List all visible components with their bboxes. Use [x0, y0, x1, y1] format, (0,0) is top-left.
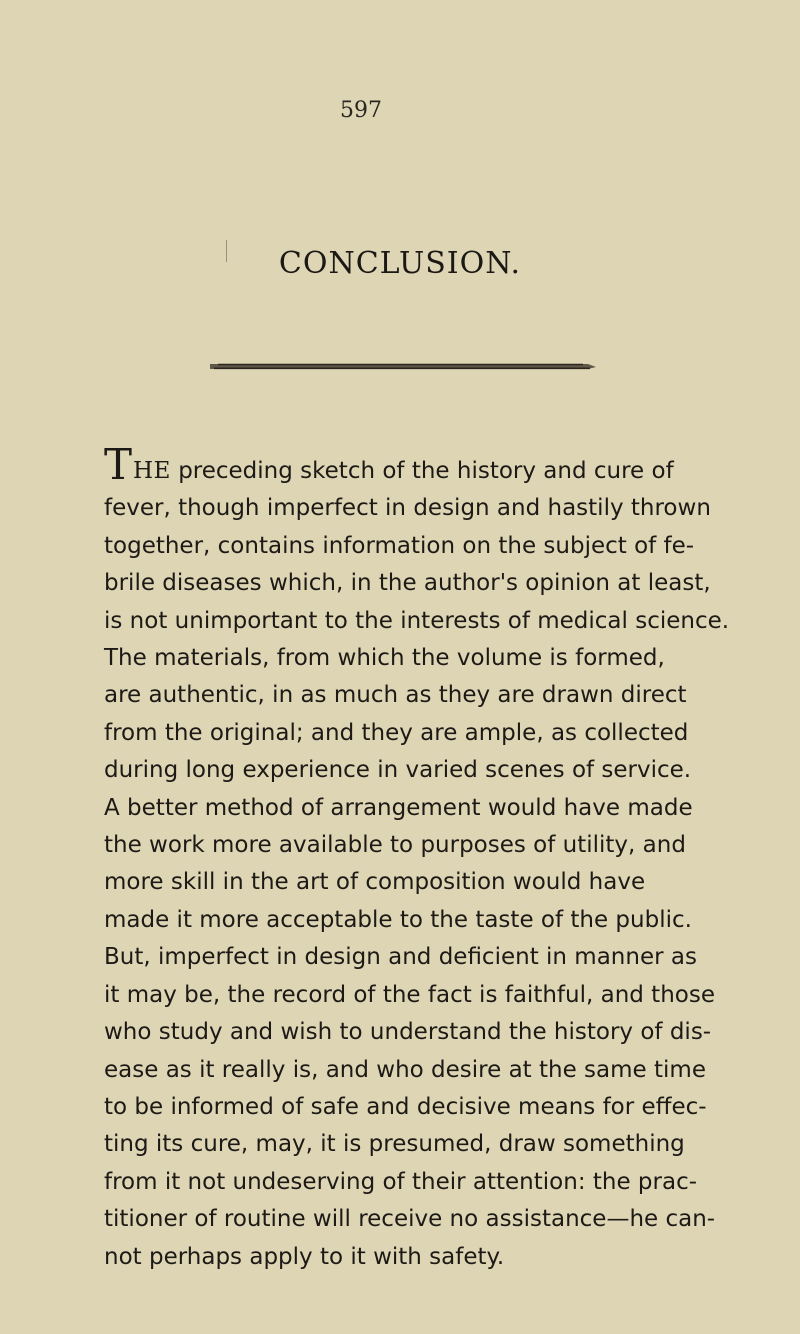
drop-cap: T: [104, 440, 133, 489]
text-line: during long experience in varied scenes of service.: [104, 757, 692, 784]
page-number: 597: [340, 98, 382, 123]
chapter-heading: CONCLUSION.: [278, 246, 522, 281]
text-line: But, imperfect in design and deficient in manner as: [104, 944, 697, 971]
text-line: titioner of routine will receive no assistance—he can-: [104, 1206, 716, 1233]
text-line: together, contains information on the subject of fe-: [104, 532, 695, 559]
text-line: The materials, from which the volume is formed,: [104, 645, 665, 672]
text-line: ease as it really is, and who desire at the same time: [104, 1056, 706, 1083]
ornamental-rule: [208, 360, 598, 372]
text-line: are authentic, in as much as they are drawn direct: [104, 682, 687, 709]
text-line: brile diseases which, in the author's opinion at least,: [104, 570, 711, 597]
text-line: to be informed of safe and decisive means for effec-: [104, 1093, 707, 1120]
text-line: not perhaps apply to it with safety.: [104, 1243, 505, 1270]
text-line: ting its cure, may, it is presumed, draw something: [104, 1131, 685, 1158]
text-line: is not unimportant to the interests of medical science.: [104, 607, 730, 634]
text-line-content: preceding sketch of the history and cure of: [178, 458, 674, 484]
text-line: made it more acceptable to the taste of the public.: [104, 906, 692, 933]
text-line: from the original; and they are ample, as collected: [104, 719, 689, 746]
text-line: the work more available to purposes of utility, and: [104, 832, 686, 859]
text-line: it may be, the record of the fact is faithful, and those: [104, 981, 715, 1008]
text-line: fever, though imperfect in design and hastily thrown: [104, 495, 711, 522]
text-line: A better method of arrangement would have made: [104, 794, 693, 821]
text-line: who study and wish to understand the history of dis-: [104, 1019, 712, 1046]
small-caps: HE: [133, 458, 171, 484]
body-paragraph: [104, 440, 730, 1276]
text-line: more skill in the art of composition would have: [104, 869, 646, 896]
text-line: [104, 440, 674, 490]
text-line: from it not undeserving of their attention: the prac-: [104, 1168, 698, 1195]
